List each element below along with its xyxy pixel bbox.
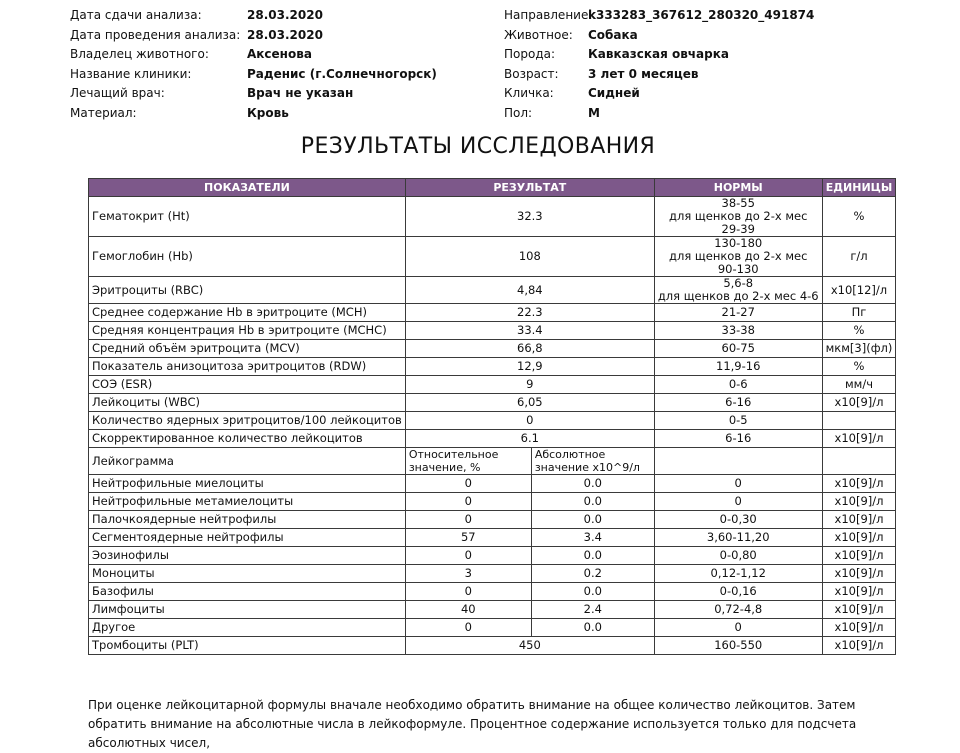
result-value: 33.4	[405, 322, 654, 340]
table-row	[89, 197, 896, 237]
norm-range: 0	[654, 619, 822, 637]
indicator-name: Нейтрофильные метамиелоциты	[89, 493, 406, 511]
indicator-name: Скорректированное количество лейкоцитов	[89, 430, 406, 448]
header-label: Возраст:	[504, 66, 559, 81]
norm-line: 90-130	[717, 262, 759, 276]
norm-range	[654, 358, 822, 376]
indicator-name: Базофилы	[89, 583, 406, 601]
relative-value: 40	[405, 601, 531, 619]
norm-line: 6-16	[725, 395, 752, 409]
unit: x10[9]/л	[822, 529, 896, 547]
header-value: М	[588, 105, 600, 120]
unit: x10[9]/л	[822, 430, 896, 448]
relative-value: 0	[405, 493, 531, 511]
results-table	[88, 178, 896, 655]
column-header-norms: НОРМЫ	[654, 179, 822, 197]
indicator-name: Лимфоциты	[89, 601, 406, 619]
result-value: 108	[405, 237, 654, 277]
header-line: значение x10^9/л	[534, 461, 640, 474]
header-value: Раденис (г.Солнечногорск)	[247, 66, 437, 81]
table-row	[89, 601, 896, 619]
norm-range	[654, 237, 822, 277]
header-row	[70, 84, 950, 104]
unit	[822, 448, 896, 475]
relative-value: 3	[405, 565, 531, 583]
header-label: Дата проведения анализа:	[70, 27, 241, 42]
absolute-value: 0.0	[531, 475, 654, 493]
norm-range: 0,12-1,12	[654, 565, 822, 583]
table-row	[89, 358, 896, 376]
header-line: Относительное	[408, 448, 499, 461]
column-header-result: РЕЗУЛЬТАТ	[405, 179, 654, 197]
header-value: Сидней	[588, 86, 640, 101]
indicator-name: Эозинофилы	[89, 547, 406, 565]
header-value: k333283_367612_280320_491874	[588, 8, 815, 22]
table-row	[89, 583, 896, 601]
header-line: значение, %	[408, 461, 481, 474]
page-title: РЕЗУЛЬТАТЫ ИССЛЕДОВАНИЯ	[300, 134, 656, 159]
norm-range	[654, 376, 822, 394]
unit: x10[9]/л	[822, 637, 896, 655]
unit: x10[12]/л	[822, 277, 896, 304]
unit: x10[9]/л	[822, 601, 896, 619]
norm-line: 5,6-8	[723, 276, 754, 290]
unit: x10[9]/л	[822, 565, 896, 583]
norm-range: 160-550	[654, 637, 822, 655]
absolute-value: 2.4	[531, 601, 654, 619]
unit: x10[9]/л	[822, 394, 896, 412]
result-value: 9	[405, 376, 654, 394]
table-row	[89, 394, 896, 412]
norm-line: 29-39	[721, 222, 755, 236]
unit: x10[9]/л	[822, 493, 896, 511]
header-value: Врач не указан	[247, 86, 354, 101]
indicator-name: Количество ядерных эритроцитов/100 лейкоцитов	[89, 412, 406, 430]
unit: %	[822, 197, 896, 237]
table-row	[89, 493, 896, 511]
indicator-name: Средняя концентрация Hb в эритроците (MCHC)	[89, 322, 406, 340]
norm-line: 130-180	[714, 236, 763, 250]
indicator-name: Другое	[89, 619, 406, 637]
header-value: Аксенова	[247, 47, 312, 62]
norm-range: 0-0,16	[654, 583, 822, 601]
table-row	[89, 237, 896, 277]
result-value: 6.1	[405, 430, 654, 448]
header-value: 28.03.2020	[247, 27, 323, 42]
absolute-value: 0.2	[531, 565, 654, 583]
header-value: Кавказская овчарка	[588, 47, 729, 62]
norm-line: 21-27	[721, 305, 755, 319]
indicator-name: Сегментоядерные нейтрофилы	[89, 529, 406, 547]
indicator-name: Гематокрит (Ht)	[89, 197, 406, 237]
norm-range: 0,72-4,8	[654, 601, 822, 619]
table-row	[89, 430, 896, 448]
relative-value: 0	[405, 475, 531, 493]
table-row	[89, 565, 896, 583]
column-header-units: ЕДИНИЦЫ	[822, 179, 896, 197]
norm-range	[654, 394, 822, 412]
absolute-value: 3.4	[531, 529, 654, 547]
indicator-name: Тромбоциты (PLT)	[89, 637, 406, 655]
header-label: Пол:	[504, 105, 533, 120]
norm-line: 0-6	[728, 377, 748, 391]
header-label: Название клиники:	[70, 66, 192, 81]
absolute-value: 0.0	[531, 619, 654, 637]
result-value: 32.3	[405, 197, 654, 237]
result-value: 12,9	[405, 358, 654, 376]
table-row	[89, 412, 896, 430]
header-label: Животное:	[504, 27, 573, 42]
indicator-name: Нейтрофильные миелоциты	[89, 475, 406, 493]
norm-range	[654, 448, 822, 475]
indicator-name: Моноциты	[89, 565, 406, 583]
norm-line: 60-75	[721, 341, 755, 355]
result-value: 450	[405, 637, 654, 655]
indicator-name: СОЭ (ESR)	[89, 376, 406, 394]
norm-range: 0	[654, 475, 822, 493]
norm-line: 33-38	[721, 323, 755, 337]
indicator-name: Среднее содержание Hb в эритроците (MCH)	[89, 304, 406, 322]
unit: г/л	[822, 237, 896, 277]
table-row	[89, 511, 896, 529]
indicator-name: Палочкоядерные нейтрофилы	[89, 511, 406, 529]
absolute-value: 0.0	[531, 547, 654, 565]
norm-line: 38-55	[721, 196, 755, 210]
result-value: 6,05	[405, 394, 654, 412]
table-row	[89, 475, 896, 493]
norm-range	[654, 197, 822, 237]
table-row	[89, 322, 896, 340]
norm-range	[654, 277, 822, 304]
table-header-row	[89, 179, 896, 197]
column-header-indicators: ПОКАЗАТЕЛИ	[89, 179, 406, 197]
result-value: 4,84	[405, 277, 654, 304]
footnote: При оценке лейкоцитарной формулы вначале необходимо обратить внимание на общее количество лейкоцитов. Затем обратить внимание на абсолютные числа в лейкоформуле. Процентное содержание используется только для подсчета абсолютных чисел,	[88, 698, 857, 750]
relative-value-header	[405, 448, 531, 475]
norm-range: 0-0,80	[654, 547, 822, 565]
relative-value: 0	[405, 619, 531, 637]
leukogram-header-row	[89, 448, 896, 475]
norm-range	[654, 430, 822, 448]
table-row	[89, 304, 896, 322]
indicator-name: Средний объём эритроцита (MCV)	[89, 340, 406, 358]
norm-range	[654, 340, 822, 358]
header-value: 28.03.2020	[247, 8, 323, 22]
norm-line: для щенков до 2-х мес 4-6	[657, 289, 819, 303]
table-row	[89, 376, 896, 394]
header-label: Материал:	[70, 105, 137, 120]
unit: %	[822, 322, 896, 340]
indicator-name: Эритроциты (RBC)	[89, 277, 406, 304]
header-line: Абсолютное	[534, 448, 606, 461]
relative-value: 0	[405, 547, 531, 565]
result-value: 22.3	[405, 304, 654, 322]
indicator-name: Гемоглобин (Hb)	[89, 237, 406, 277]
unit: x10[9]/л	[822, 619, 896, 637]
unit: x10[9]/л	[822, 547, 896, 565]
absolute-value: 0.0	[531, 583, 654, 601]
norm-range	[654, 304, 822, 322]
relative-value: 0	[405, 583, 531, 601]
header-row	[70, 26, 950, 46]
absolute-value: 0.0	[531, 511, 654, 529]
result-value: 66,8	[405, 340, 654, 358]
norm-range: 3,60-11,20	[654, 529, 822, 547]
header-row	[70, 104, 950, 124]
header-row	[70, 6, 950, 26]
unit: x10[9]/л	[822, 583, 896, 601]
header-label: Кличка:	[504, 86, 554, 101]
norm-line: для щенков до 2-х мес	[669, 209, 808, 223]
header-value: Кровь	[247, 105, 289, 120]
unit: Пг	[822, 304, 896, 322]
header-row	[70, 45, 950, 65]
indicator-name: Лейкоциты (WBC)	[89, 394, 406, 412]
unit: x10[9]/л	[822, 511, 896, 529]
header-label: Лечащий врач:	[70, 86, 165, 101]
table-row	[89, 529, 896, 547]
header-label: Направление:	[504, 8, 593, 22]
norm-range	[654, 412, 822, 430]
absolute-value: 0.0	[531, 493, 654, 511]
table-row	[89, 340, 896, 358]
norm-line: для щенков до 2-х мес	[669, 249, 808, 263]
norm-range: 0-0,30	[654, 511, 822, 529]
relative-value: 57	[405, 529, 531, 547]
request-header	[70, 6, 950, 124]
absolute-value-header	[531, 448, 654, 475]
norm-range	[654, 322, 822, 340]
header-row	[70, 65, 950, 85]
unit: мм/ч	[822, 376, 896, 394]
header-value: Собака	[588, 27, 638, 42]
norm-line: 6-16	[725, 431, 752, 445]
unit: %	[822, 358, 896, 376]
indicator-name: Показатель анизоцитоза эритроцитов (RDW)	[89, 358, 406, 376]
norm-line: 11,9-16	[716, 359, 761, 373]
result-value: 0	[405, 412, 654, 430]
table-row	[89, 619, 896, 637]
unit: x10[9]/л	[822, 475, 896, 493]
norm-line: 0-5	[728, 413, 748, 427]
unit: мкм[3](фл)	[822, 340, 896, 358]
unit	[822, 412, 896, 430]
header-value: 3 лет 0 месяцев	[588, 66, 699, 81]
table-row	[89, 547, 896, 565]
table-row	[89, 637, 896, 655]
norm-range: 0	[654, 493, 822, 511]
relative-value: 0	[405, 511, 531, 529]
header-label: Дата сдачи анализа:	[70, 8, 202, 22]
leukogram-label: Лейкограмма	[89, 448, 406, 475]
header-label: Порода:	[504, 47, 556, 62]
table-row	[89, 277, 896, 304]
header-label: Владелец животного:	[70, 47, 209, 62]
